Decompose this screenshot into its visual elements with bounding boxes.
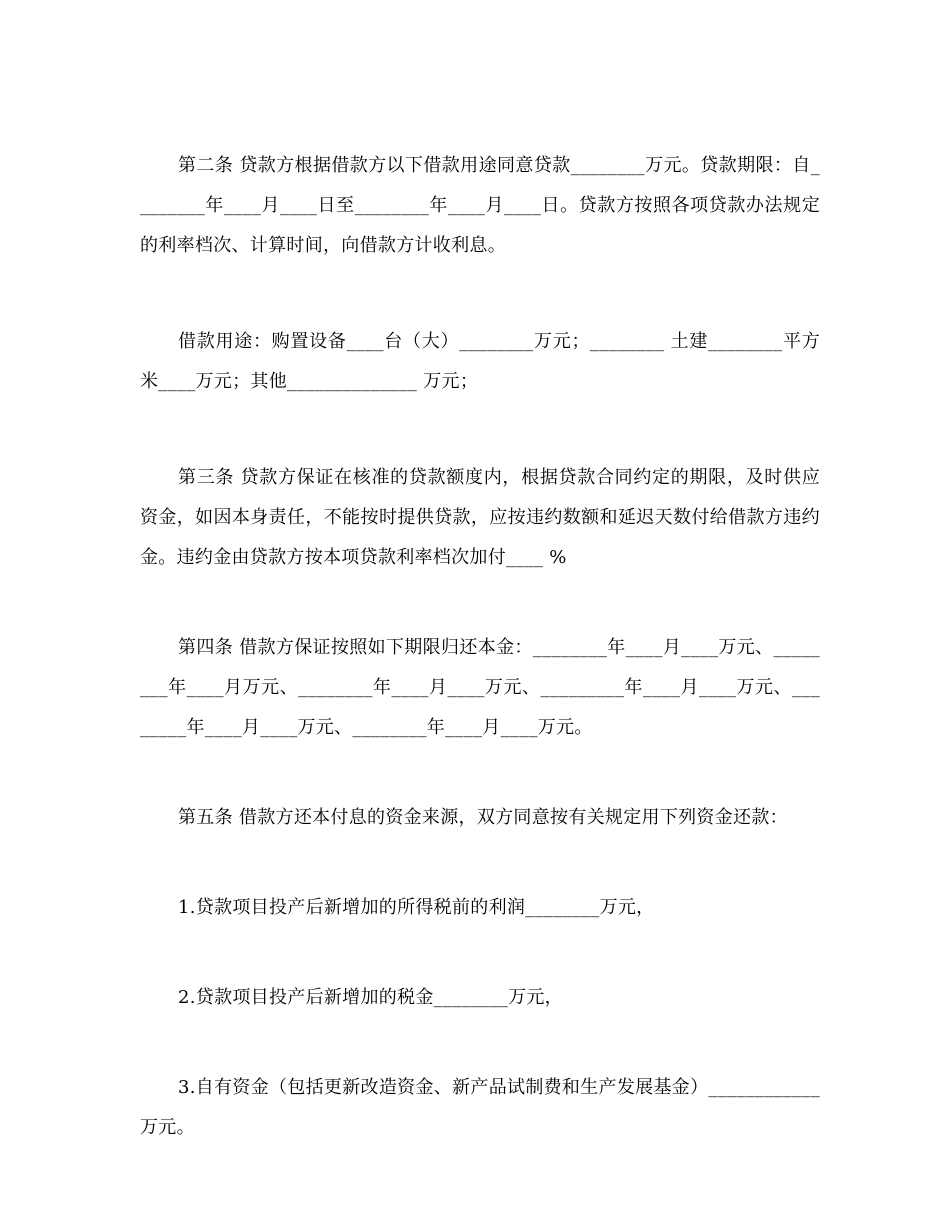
- spacer: [140, 266, 820, 322]
- article-2: 第二条 贷款方根据借款方以下借款用途同意贷款________万元。贷款期限：自________年____月____日至________年____月____日。贷款方按照各项贷款办法规定的利率档次、计算时间，向借款方计收利息。: [140, 155, 820, 256]
- loan-purpose: 借款用途：购置设备____台（大）________万元；________ 土建________平方米____万元；其他______________ 万元；: [140, 331, 820, 392]
- contract-page: [140, 146, 820, 1148]
- repayment-item-2: 2.贷款项目投产后新增加的税金________万元，: [178, 987, 563, 1008]
- repayment-item-1: 1.贷款项目投产后新增加的所得税前的利润________万元，: [178, 897, 655, 918]
- article-4: 第四条 借款方保证按照如下期限归还本金：________年____月____万元、________年____月万元、________年____月____万元、_________年____月____万元、________年____月____万元、________年____月____万元。: [140, 637, 820, 738]
- repayment-item-3: 3.自有资金（包括更新改造资金、新产品试制费和生产发展基金）____________万元。: [140, 1077, 820, 1138]
- spacer: [140, 578, 820, 628]
- spacer: [140, 1018, 820, 1068]
- spacer: [140, 838, 820, 888]
- article-3: 第三条 贷款方保证在核准的贷款额度内，根据贷款合同约定的期限，及时供应资金，如因本身责任，不能按时提供贷款，应按违约数额和延迟天数付给借款方违约金。违约金由贷款方按本项贷款利率档次加付____ %: [140, 467, 820, 568]
- spacer: [140, 748, 820, 798]
- article-5: 第五条 借款方还本付息的资金来源，双方同意按有关规定用下列资金还款：: [178, 807, 788, 828]
- spacer: [140, 402, 820, 458]
- spacer: [140, 928, 820, 978]
